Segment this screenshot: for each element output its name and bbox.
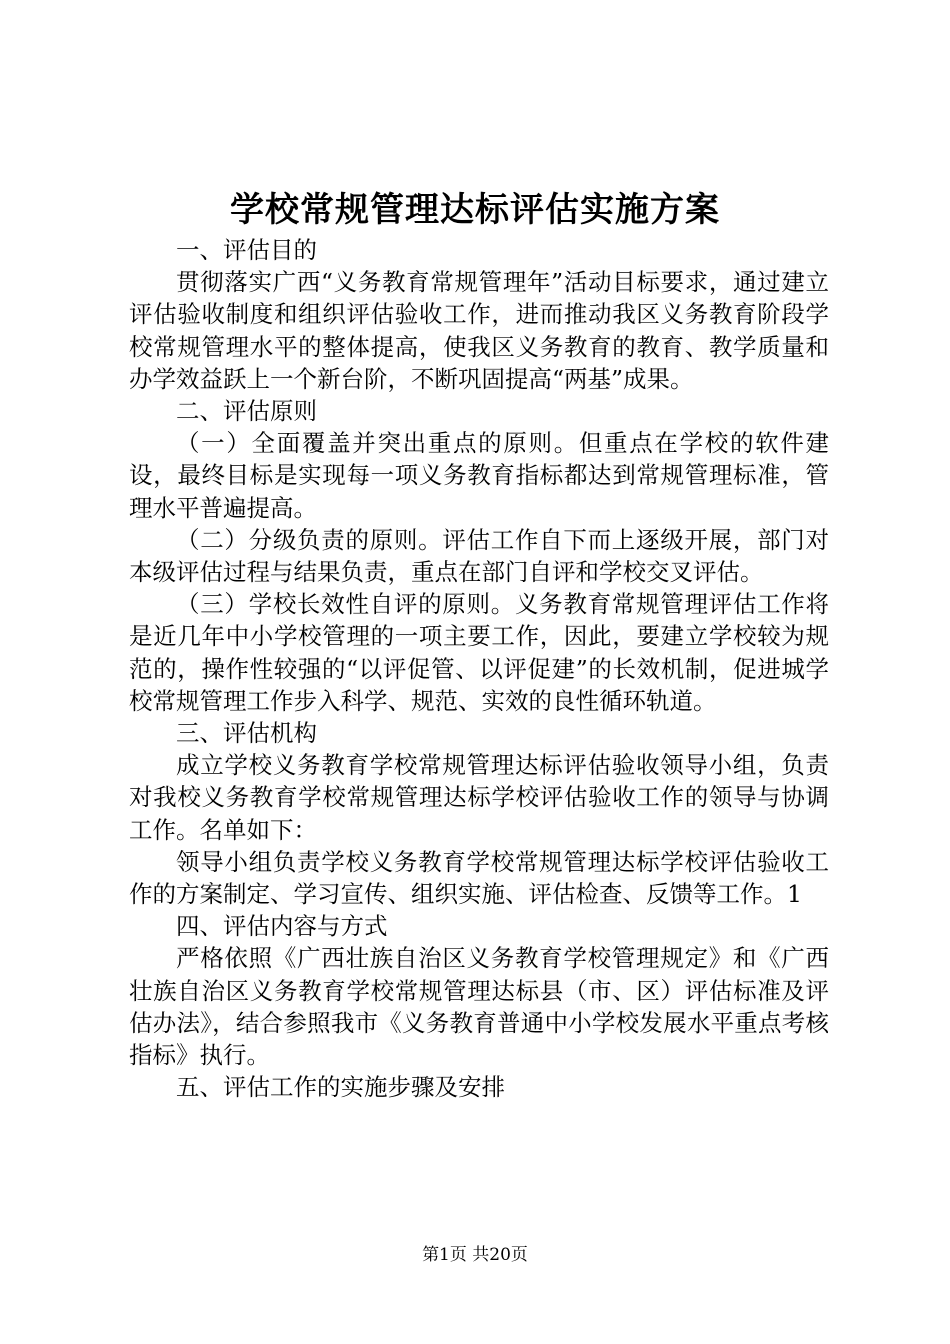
document-title: 学校常规管理达标评估实施方案 bbox=[230, 190, 720, 230]
paragraph-organization: 成立学校义务教育学校常规管理达标评估验收领导小组，负责对我校义务教育学校常规管理达标学校评估验收工作的领导与协调工作。名单如下： bbox=[129, 751, 829, 844]
page-number-footer: 第1页 共20页 bbox=[422, 1245, 528, 1265]
section-heading-content: 四、评估内容与方式 bbox=[176, 912, 388, 941]
paragraph-purpose: 贯彻落实广西“义务教育常规管理年”活动目标要求，通过建立评估验收制度和组织评估验收工作，进而推动我区义务教育阶段学校常规管理水平的整体提高，使我区义务教育的教育、教学质量和办学效益跃上一个新台阶，不断巩固提高“两基”成果。 bbox=[129, 268, 829, 393]
paragraph-leadership-duties: 领导小组负责学校义务教育学校常规管理达标学校评估验收工作的方案制定、学习宣传、组织实施、评估检查、反馈等工作。1 bbox=[129, 847, 829, 909]
paragraph-content: 严格依照《广西壮族自治区义务教育学校管理规定》和《广西壮族自治区义务教育学校常规管理达标县（市、区）评估标准及评估办法》，结合参照我市《义务教育普通中小学校发展水平重点考核指标》执行。 bbox=[129, 944, 829, 1070]
section-heading-steps: 五、评估工作的实施步骤及安排 bbox=[176, 1073, 505, 1102]
section-heading-organization: 三、评估机构 bbox=[176, 719, 317, 748]
section-heading-principles: 二、评估原则 bbox=[176, 397, 317, 426]
paragraph-principle-2: （二）分级负责的原则。评估工作自下而上逐级开展，部门对本级评估过程与结果负责，重点在部门自评和学校交叉评估。 bbox=[129, 525, 829, 587]
paragraph-principle-3: （三）学校长效性自评的原则。义务教育常规管理评估工作将是近几年中小学校管理的一项主要工作，因此，要建立学校较为规范的，操作性较强的“以评促管、以评促建”的长效机制，促进城学校常规管理工作步入科学、规范、实效的良性循环轨道。 bbox=[129, 590, 829, 715]
document-body bbox=[129, 234, 829, 1103]
paragraph-principle-1: （一）全面覆盖并突出重点的原则。但重点在学校的软件建设，最终目标是实现每一项义务教育指标都达到常规管理标准，管理水平普遍提高。 bbox=[129, 429, 829, 522]
section-heading-purpose: 一、评估目的 bbox=[176, 236, 317, 264]
